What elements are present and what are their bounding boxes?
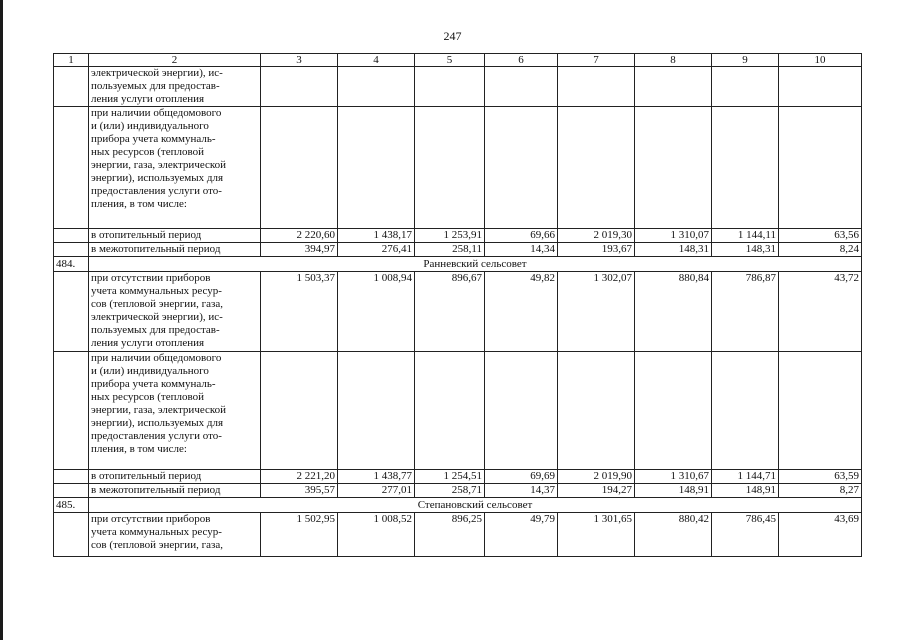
value-cell (261, 352, 338, 470)
value-cell (338, 107, 415, 229)
value-cell: 277,01 (338, 484, 415, 498)
table-row (54, 243, 862, 257)
row-number (54, 229, 89, 243)
value-cell: 1 008,94 (338, 272, 415, 352)
value-cell: 1 503,37 (261, 272, 338, 352)
value-cell: 1 438,17 (338, 229, 415, 243)
row-number (54, 67, 89, 107)
column-header: 6 (485, 54, 558, 67)
value-cell: 148,31 (635, 243, 712, 257)
value-cell: 43,69 (779, 513, 862, 557)
value-cell: 1 144,71 (712, 470, 779, 484)
value-cell: 14,34 (485, 243, 558, 257)
value-cell: 1 253,91 (415, 229, 485, 243)
value-cell: 394,97 (261, 243, 338, 257)
table-row (54, 513, 862, 557)
row-label: электрической энергии), ис- пользуемых для предостав- ления услуги отопления (89, 67, 261, 107)
value-cell (338, 67, 415, 107)
value-cell: 880,42 (635, 513, 712, 557)
value-cell: 1 438,77 (338, 470, 415, 484)
row-label: в отопительный период (89, 229, 261, 243)
table-row (54, 107, 862, 229)
table-row (54, 272, 862, 352)
value-cell: 1 310,07 (635, 229, 712, 243)
value-cell: 49,82 (485, 272, 558, 352)
value-cell (558, 352, 635, 470)
value-cell (485, 67, 558, 107)
value-cell: 880,84 (635, 272, 712, 352)
value-cell: 786,87 (712, 272, 779, 352)
value-cell: 69,66 (485, 229, 558, 243)
value-cell (415, 107, 485, 229)
table-row (54, 484, 862, 498)
value-cell: 2 220,60 (261, 229, 338, 243)
value-cell: 148,91 (712, 484, 779, 498)
value-cell (635, 352, 712, 470)
table-row (54, 470, 862, 484)
row-number (54, 352, 89, 470)
value-cell: 43,72 (779, 272, 862, 352)
value-cell: 148,91 (635, 484, 712, 498)
value-cell (635, 107, 712, 229)
value-cell: 1 254,51 (415, 470, 485, 484)
row-number: 484. (54, 257, 89, 272)
header-row (54, 54, 862, 67)
section-row (54, 498, 862, 513)
row-number (54, 107, 89, 229)
value-cell: 193,67 (558, 243, 635, 257)
value-cell: 148,31 (712, 243, 779, 257)
value-cell (712, 67, 779, 107)
table-row (54, 229, 862, 243)
value-cell (712, 352, 779, 470)
column-header: 7 (558, 54, 635, 67)
value-cell (415, 67, 485, 107)
value-cell: 69,69 (485, 470, 558, 484)
value-cell (558, 67, 635, 107)
row-number (54, 513, 89, 557)
value-cell (779, 67, 862, 107)
value-cell: 49,79 (485, 513, 558, 557)
column-header: 8 (635, 54, 712, 67)
value-cell: 786,45 (712, 513, 779, 557)
tariff-table (53, 53, 862, 557)
value-cell: 63,59 (779, 470, 862, 484)
value-cell: 1 008,52 (338, 513, 415, 557)
column-header: 2 (89, 54, 261, 67)
value-cell: 14,37 (485, 484, 558, 498)
section-row (54, 257, 862, 272)
value-cell: 276,41 (338, 243, 415, 257)
value-cell: 896,25 (415, 513, 485, 557)
value-cell: 194,27 (558, 484, 635, 498)
value-cell: 258,11 (415, 243, 485, 257)
value-cell (261, 107, 338, 229)
value-cell (712, 107, 779, 229)
value-cell (635, 67, 712, 107)
value-cell: 1 310,67 (635, 470, 712, 484)
column-header: 4 (338, 54, 415, 67)
column-header: 9 (712, 54, 779, 67)
row-label: при наличии общедомового и (или) индивидуального прибора учета коммуналь- ных ресурсов (тепловой энергии, газа, электрической энергии), используемых для предоставления услуги ото- пления, в том числе: (89, 107, 261, 229)
row-number (54, 243, 89, 257)
value-cell (261, 67, 338, 107)
table-row (54, 352, 862, 470)
row-label: в отопительный период (89, 470, 261, 484)
row-label: при наличии общедомового и (или) индивидуального прибора учета коммуналь- ных ресурсов (тепловой энергии, газа, электрической энергии), используемых для предоставления услуги ото- пления, в том числе: (89, 352, 261, 470)
row-label: при отсутствии приборов учета коммунальных ресур- сов (тепловой энергии, газа, (89, 513, 261, 557)
value-cell: 1 302,07 (558, 272, 635, 352)
row-number (54, 272, 89, 352)
section-title: Ранневский сельсовет (89, 257, 862, 272)
row-number (54, 484, 89, 498)
value-cell (779, 352, 862, 470)
scan-edge (0, 0, 3, 640)
value-cell: 1 502,95 (261, 513, 338, 557)
value-cell (338, 352, 415, 470)
value-cell (485, 352, 558, 470)
value-cell: 395,57 (261, 484, 338, 498)
row-label: в межотопительный период (89, 243, 261, 257)
column-header: 1 (54, 54, 89, 67)
section-title: Степановский сельсовет (89, 498, 862, 513)
value-cell: 1 301,65 (558, 513, 635, 557)
value-cell (485, 107, 558, 229)
value-cell: 896,67 (415, 272, 485, 352)
value-cell (415, 352, 485, 470)
value-cell: 258,71 (415, 484, 485, 498)
value-cell: 2 019,90 (558, 470, 635, 484)
value-cell (558, 107, 635, 229)
value-cell: 8,27 (779, 484, 862, 498)
table-row (54, 67, 862, 107)
value-cell: 1 144,11 (712, 229, 779, 243)
row-number (54, 470, 89, 484)
row-number: 485. (54, 498, 89, 513)
value-cell: 2 221,20 (261, 470, 338, 484)
value-cell: 2 019,30 (558, 229, 635, 243)
column-header: 5 (415, 54, 485, 67)
page-number: 247 (443, 29, 462, 43)
value-cell (779, 107, 862, 229)
column-header: 3 (261, 54, 338, 67)
row-label: при отсутствии приборов учета коммунальных ресур- сов (тепловой энергии, газа, электрической энергии), ис- пользуемых для предостав- ления услуги отопления (89, 272, 261, 352)
value-cell: 63,56 (779, 229, 862, 243)
column-header: 10 (779, 54, 862, 67)
value-cell: 8,24 (779, 243, 862, 257)
row-label: в межотопительный период (89, 484, 261, 498)
